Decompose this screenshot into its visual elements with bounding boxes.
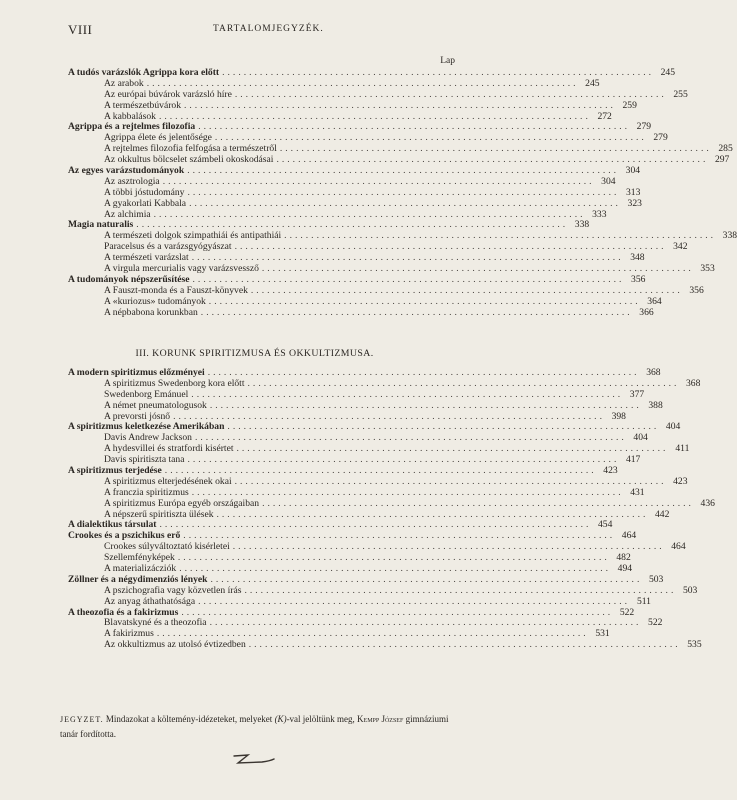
- dot-leader: ................................................................................: [209, 617, 642, 629]
- entry-page-number: 404: [633, 432, 648, 444]
- dot-leader: ................................................................................: [159, 519, 592, 531]
- entry-page-number: 368: [646, 367, 661, 378]
- dot-leader: ................................................................................: [183, 530, 616, 542]
- entry-page-number: 338: [722, 230, 737, 242]
- dot-leader: ................................................................................: [234, 475, 667, 487]
- entry-title: A népszerű spiritiszta ülések: [104, 508, 214, 520]
- entry-title: A természeti varázslat: [104, 252, 189, 264]
- dot-leader: ................................................................................: [236, 443, 669, 455]
- entry-title: A természeti dolgok szimpathiái és antipathiái: [104, 230, 282, 242]
- footnote: [60, 712, 455, 741]
- entry-title: A prevorsti jósnő: [104, 410, 171, 422]
- entry-title: A hydesvillei és stratfordi kisértet: [104, 443, 234, 455]
- dot-leader: ................................................................................: [279, 143, 712, 155]
- entry-page-number: 342: [673, 241, 688, 253]
- toc-subsection-entry: [68, 295, 662, 308]
- footnote-label: JEGYZET.: [60, 715, 104, 724]
- entry-page-number: 454: [597, 519, 613, 531]
- entry-title: Az okkultus bölcselet számbeli okoskodásai: [104, 154, 274, 166]
- dot-leader: ................................................................................: [194, 432, 627, 444]
- dot-leader: ................................................................................: [209, 399, 642, 411]
- toc-subsection-entry: [68, 399, 663, 412]
- dot-leader: ................................................................................: [179, 563, 612, 575]
- entry-page-number: 411: [675, 443, 690, 455]
- dot-leader: ................................................................................: [247, 377, 680, 389]
- entry-title: Az anyag áthathatósága: [104, 595, 196, 607]
- dot-leader: ................................................................................: [208, 295, 641, 307]
- entry-page-number: 522: [648, 617, 663, 629]
- dot-leader: ................................................................................: [200, 306, 633, 318]
- dot-leader: ................................................................................: [222, 67, 654, 78]
- dot-leader: ................................................................................: [187, 186, 620, 198]
- entry-page-number: 366: [639, 306, 654, 318]
- entry-page-number: 436: [700, 497, 715, 509]
- dot-leader: ................................................................................: [276, 154, 709, 166]
- footnote-person: Kempp József: [357, 714, 404, 724]
- dot-leader: ................................................................................: [136, 219, 569, 231]
- entry-title: Az okkultizmus az utolsó évtizedben: [104, 639, 246, 651]
- dot-leader: ................................................................................: [189, 197, 621, 209]
- footnote-marker: (K): [274, 714, 287, 724]
- entry-page-number: 297: [714, 154, 730, 166]
- entry-title: A gyakorlati Kabbala: [104, 197, 187, 209]
- dot-leader: ................................................................................: [158, 110, 591, 122]
- entry-title: Az egyes varázstudományok: [68, 165, 185, 177]
- ornament-flourish: [232, 752, 276, 766]
- entry-title: A spiritizmus elterjedésének okai: [104, 475, 232, 487]
- entry-page-number: 323: [627, 197, 642, 209]
- dot-leader: ................................................................................: [234, 88, 667, 100]
- entry-title: A népbabona korunkban: [104, 306, 198, 318]
- entry-title: A fakirizmus: [104, 628, 154, 640]
- entry-page-number: 368: [686, 377, 701, 389]
- dot-leader: ................................................................................: [177, 552, 610, 564]
- entry-page-number: 503: [648, 573, 664, 585]
- footnote-text-1: Mindazokat a költemény-idézeteket, melyeket: [103, 714, 275, 724]
- toc-subsection-entry: [68, 595, 651, 608]
- dot-leader: ................................................................................: [192, 273, 625, 285]
- entry-page-number: 398: [611, 410, 626, 422]
- running-title: TARTALOMJEGYZÉK.: [213, 24, 324, 34]
- dot-leader: ................................................................................: [184, 99, 616, 111]
- entry-page-number: 522: [619, 606, 635, 618]
- entry-page-number: 417: [625, 454, 641, 466]
- entry-title: A tudományok népszerűsítése: [68, 273, 190, 285]
- entry-title: Szellemfényképek: [104, 552, 175, 564]
- toc-subsection-entry: [68, 497, 715, 510]
- dot-leader: ................................................................................: [146, 77, 579, 89]
- dot-leader: ................................................................................: [164, 465, 597, 477]
- entry-page-number: 279: [653, 132, 668, 144]
- entry-page-number: 404: [665, 421, 681, 433]
- dot-leader: ................................................................................: [173, 410, 605, 422]
- entry-title: A «kuriozus» tudományok: [104, 295, 206, 307]
- entry-page-number: 356: [689, 284, 704, 296]
- entry-title: Az európai búvárok varázsló híre: [104, 88, 232, 100]
- entry-title: Crookes és a pszichikus erő: [68, 530, 181, 542]
- entry-page-number: 531: [595, 628, 610, 640]
- page-column-header: Lap: [440, 56, 455, 66]
- entry-page-number: 353: [700, 263, 715, 275]
- entry-title: Zöllner és a négydimenziós lények: [68, 573, 208, 585]
- entry-title: Blavatskyné és a theozofia: [104, 617, 207, 629]
- dot-leader: ................................................................................: [187, 454, 620, 466]
- entry-title: A theozofia és a fakirizmus: [68, 606, 179, 618]
- entry-page-number: 503: [682, 584, 698, 596]
- entry-page-number: 431: [630, 486, 645, 498]
- dot-leader: ................................................................................: [187, 165, 620, 177]
- entry-page-number: 494: [617, 563, 633, 575]
- footnote-text-3: gimnáziumi tanár fordította.: [60, 714, 449, 739]
- dot-leader: ................................................................................: [198, 121, 631, 133]
- entry-title: Davis Andrew Jackson: [104, 432, 192, 444]
- section-title: III. KORUNK SPIRITIZMUSA ÉS OKKULTIZMUSA.: [135, 348, 374, 359]
- entry-title: A dialektikus társulat: [68, 519, 157, 531]
- entry-page-number: 279: [636, 121, 652, 133]
- dot-leader: ................................................................................: [234, 241, 667, 253]
- entry-page-number: 535: [687, 639, 702, 651]
- entry-title: A modern spiritizmus előzményei: [68, 367, 205, 378]
- footnote-text-2: -val jelöltünk meg,: [286, 714, 358, 724]
- entry-title: Agrippa élete és jelentősége: [104, 132, 212, 144]
- toc-subsection-entry: [68, 306, 654, 319]
- entry-page-number: 364: [647, 295, 662, 307]
- entry-title: A többi jóstudomány: [104, 186, 185, 198]
- entry-title: A spiritizmus Európa egyéb országaiban: [104, 497, 260, 509]
- entry-title: A természetbúvárok: [104, 99, 181, 111]
- entry-page-number: 388: [648, 399, 663, 411]
- entry-title: A rejtelmes filozofia felfogása a természetről: [104, 143, 277, 155]
- entry-page-number: 423: [603, 465, 618, 477]
- entry-title: A spiritizmus Swedenborg kora előtt: [104, 377, 245, 389]
- entry-page-number: 313: [625, 186, 641, 198]
- dot-leader: ................................................................................: [181, 606, 614, 618]
- toc-subsection-entry: [68, 197, 642, 210]
- entry-page-number: 259: [622, 99, 637, 111]
- page-header: [0, 22, 509, 40]
- entry-title: Az alchimia: [104, 208, 151, 220]
- entry-title: A virgula mercurialis vagy varázsvessző: [104, 263, 259, 275]
- entry-title: Swedenborg Emánuel: [104, 388, 189, 400]
- entry-page-number: 356: [631, 273, 646, 285]
- entry-page-number: 482: [616, 552, 631, 564]
- entry-title: A Fauszt-monda és a Fauszt-könyvek: [104, 284, 248, 296]
- dot-leader: ................................................................................: [248, 639, 681, 651]
- dot-leader: ................................................................................: [214, 132, 647, 144]
- entry-title: A spiritizmus terjedése: [68, 465, 162, 477]
- dot-leader: ................................................................................: [250, 284, 683, 296]
- entry-page-number: 377: [629, 388, 645, 400]
- dot-leader: ................................................................................: [210, 573, 643, 585]
- page-number: VIII: [68, 22, 93, 37]
- toc-list-part-a: [68, 67, 737, 318]
- entry-page-number: 272: [597, 110, 612, 122]
- entry-page-number: 255: [673, 88, 688, 100]
- entry-title: A pszichografia vagy közvetlen írás: [104, 584, 242, 596]
- dot-leader: ................................................................................: [207, 367, 640, 378]
- dot-leader: ................................................................................: [261, 263, 694, 275]
- entry-title: Paracelsus és a varázsgyógyászat: [104, 241, 232, 253]
- entry-title: A tudós varázslók Agrippa kora előtt: [68, 67, 220, 78]
- entry-page-number: 245: [585, 77, 600, 89]
- entry-page-number: 442: [654, 508, 670, 520]
- entry-page-number: 338: [574, 219, 590, 231]
- entry-title: Agrippa és a rejtelmes filozofia: [68, 121, 196, 133]
- entry-title: A kabbalások: [104, 110, 156, 122]
- entry-title: Davis spiritiszta tana: [104, 454, 185, 466]
- entry-page-number: 333: [592, 208, 607, 220]
- entry-page-number: 511: [636, 595, 651, 607]
- toc-list-part-b: [68, 367, 715, 651]
- dot-leader: ................................................................................: [262, 497, 694, 509]
- dot-leader: ................................................................................: [244, 584, 677, 596]
- dot-leader: ................................................................................: [227, 421, 660, 433]
- toc-subsection-entry: [68, 639, 702, 651]
- entry-title: A német pneumatologusok: [104, 399, 207, 411]
- entry-page-number: 464: [671, 541, 686, 553]
- entry-page-number: 423: [673, 475, 688, 487]
- entry-title: Az arabok: [104, 77, 144, 89]
- dot-leader: ................................................................................: [232, 541, 665, 553]
- entry-title: A spiritizmus keletkezése Amerikában: [68, 421, 225, 433]
- entry-title: A franczia spiritizmus: [104, 486, 189, 498]
- entry-page-number: 304: [601, 175, 616, 187]
- dot-leader: ................................................................................: [191, 388, 624, 400]
- entry-page-number: 304: [625, 165, 641, 177]
- dot-leader: ................................................................................: [284, 230, 717, 242]
- dot-leader: ................................................................................: [153, 208, 586, 220]
- entry-page-number: 285: [718, 143, 733, 155]
- dot-leader: ................................................................................: [191, 252, 624, 264]
- dot-leader: ................................................................................: [198, 595, 630, 607]
- dot-leader: ................................................................................: [191, 486, 624, 498]
- toc-subsection-entry: [68, 99, 637, 112]
- dot-leader: ................................................................................: [162, 175, 595, 187]
- dot-leader: ................................................................................: [156, 628, 589, 640]
- dot-leader: ................................................................................: [216, 508, 649, 520]
- entry-page-number: 245: [660, 67, 675, 78]
- entry-title: Crookes súlyváltoztató kisérletei: [104, 541, 230, 553]
- entry-title: Magia naturalis: [68, 219, 134, 231]
- entry-page-number: 348: [630, 252, 645, 264]
- entry-page-number: 464: [621, 530, 637, 542]
- entry-title: A materializácziók: [104, 563, 177, 575]
- entry-title: Az asztrologia: [104, 175, 160, 187]
